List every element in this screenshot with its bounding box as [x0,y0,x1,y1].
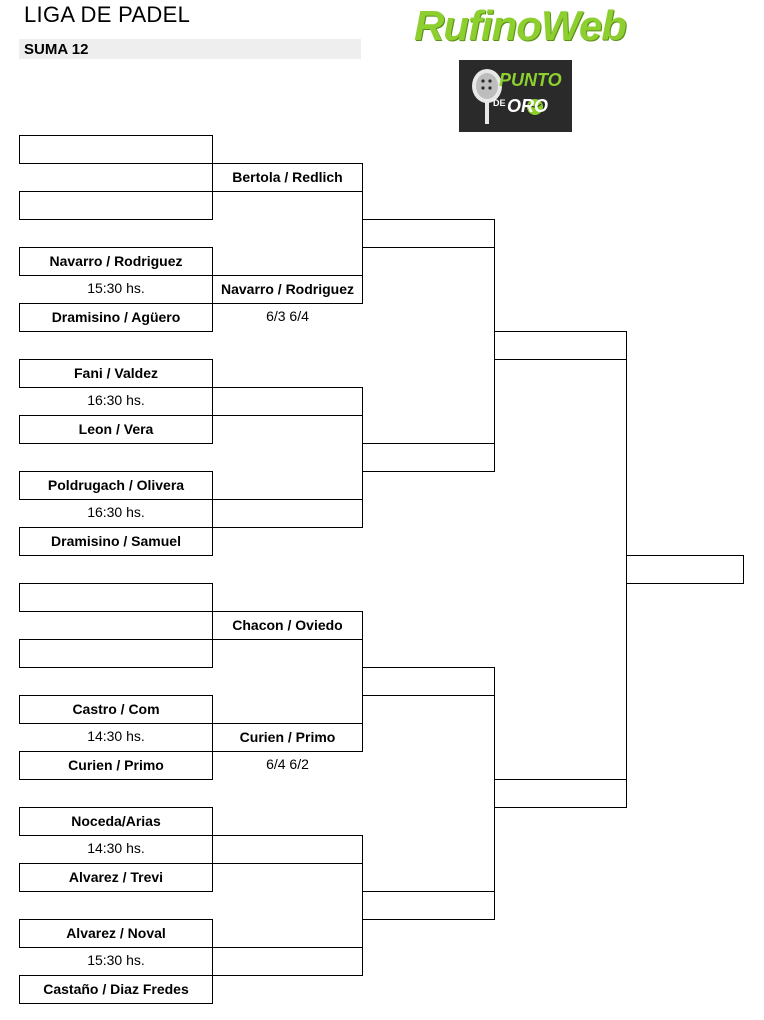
round1-team2: Dramisino / Samuel [19,527,213,556]
round1-team2 [19,191,213,220]
round1-team1: Castro / Com [19,695,213,724]
page-title: LIGA DE PADEL [24,2,191,27]
round1-team1: Alvarez / Noval [19,919,213,948]
round1-match-time [19,163,213,192]
round1-match-time: 16:30 hs. [87,392,145,408]
round1-team1: Poldrugach / Olivera [19,471,213,500]
round2-team: Bertola / Redlich [212,163,363,192]
round4-team [494,779,627,808]
round3-team [362,219,495,248]
logo-text-de: DE [493,98,506,108]
round1-match-time: 14:30 hs. [87,840,145,856]
round2-score [212,863,363,892]
round1-team1: Navarro / Rodriguez [19,247,213,276]
round1-match-time: 15:30 hs. [87,280,145,296]
round2-team [212,835,363,864]
round2-score: 6/4 6/2 [266,756,309,772]
round2-score [212,975,363,1004]
round4-team [494,331,627,360]
round1-team1 [19,583,213,612]
category-label: SUMA 12 [24,41,89,58]
round1-team1: Fani / Valdez [19,359,213,388]
subtitle-bar [19,39,361,59]
round1-team2: Alvarez / Trevi [19,863,213,892]
round1-team2: Curien / Primo [19,751,213,780]
logo-text-top: PUNTO [499,70,562,90]
round1-match-time [19,611,213,640]
rufinoweb-logo: RufinoWeb [414,2,626,49]
round1-team1 [19,135,213,164]
round2-score: 6/3 6/4 [266,308,309,324]
final-team [626,555,744,584]
round1-match-time: 14:30 hs. [87,728,145,744]
round2-score [212,527,363,556]
round1-team2: Leon / Vera [19,415,213,444]
round1-team2 [19,639,213,668]
logo-text-bottom: ORO [507,96,549,116]
punto-de-oro-logo [459,60,572,132]
round1-match-time: 15:30 hs. [87,952,145,968]
round3-team [362,891,495,920]
round1-team1: Noceda/Arias [19,807,213,836]
round2-score [212,191,363,220]
round2-team: Chacon / Oviedo [212,611,363,640]
round3-team [362,667,495,696]
round2-team [212,947,363,976]
round2-team [212,499,363,528]
round1-team2: Dramisino / Agüero [19,303,213,332]
round1-match-time: 16:30 hs. [87,504,145,520]
round1-team2: Castaño / Diaz Fredes [19,975,213,1004]
round2-score [212,415,363,444]
round2-team: Navarro / Rodriguez [212,275,363,304]
round2-score [212,639,363,668]
round2-team [212,387,363,416]
round2-team: Curien / Primo [212,723,363,752]
round3-team [362,443,495,472]
